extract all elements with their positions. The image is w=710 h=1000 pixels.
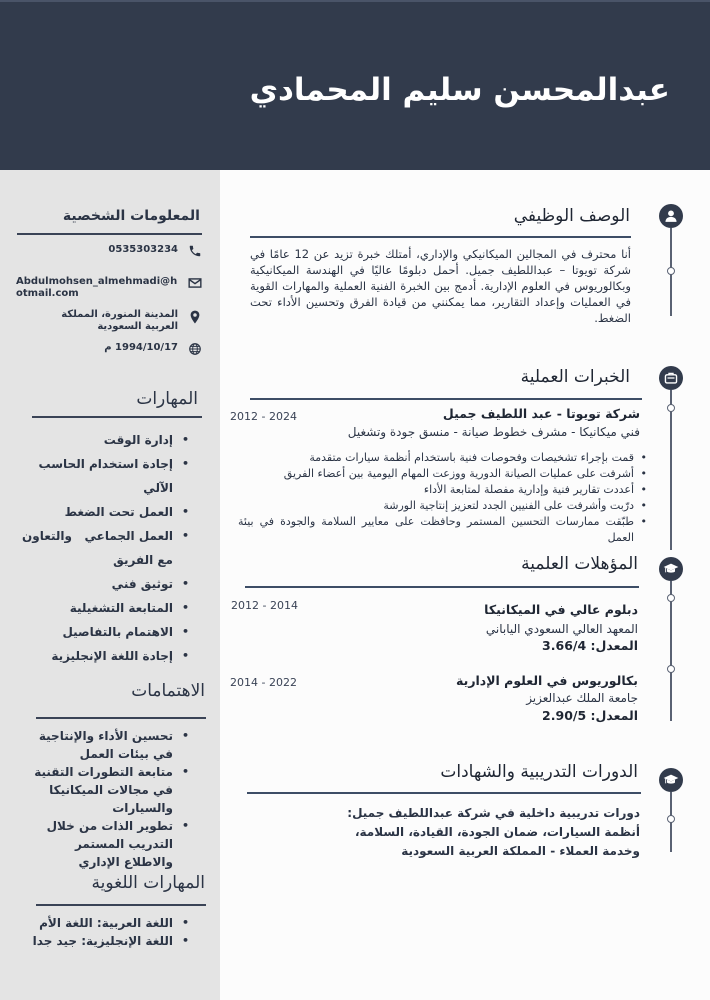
profile-title: الوصف الوظيفي: [513, 206, 630, 226]
interest-item: • متابعة التطورات التقنية في مجالات الميكانيكا والسيارات: [25, 763, 195, 817]
user-icon: [664, 209, 678, 223]
courses-text: دورات تدريبية داخلية في شركة عبداللطيف جميل: أنظمة السيارات، ضمان الجودة، القيادة، السلامة، وخدمة العملاء - المملكة العربية السعودية: [347, 806, 640, 858]
candidate-name: عبدالمحسن سليم المحمادي: [249, 72, 670, 108]
job-bullet: • طبّقت ممارسات التحسين المستمر وحافظت على معايير السلامة والجودة في بيئة العمل: [238, 514, 650, 546]
language-item: • اللغة الإنجليزية: جيد جدا: [15, 932, 195, 950]
phone-icon: [188, 244, 202, 258]
profile-divider: [250, 236, 631, 238]
skill-item: • إدارة الوقت: [5, 428, 195, 452]
skill-item: • توثيق فني: [5, 572, 195, 596]
birth-date: 1994/10/17 م: [104, 342, 178, 353]
skill-item: • العمل الجماعي والتعاون مع الفريق: [5, 524, 195, 572]
education-dates: 2014 - 2022: [230, 676, 297, 689]
mail-icon: [188, 276, 202, 290]
experience-title: الخبرات العملية: [520, 367, 630, 387]
skill-item: • إجادة استخدام الحاسب الآلي: [5, 452, 195, 500]
location-text: المدينة المنورة، المملكة العربية السعودية: [61, 309, 178, 332]
skill-item: • المتابعة التشغيلية: [5, 596, 195, 620]
contact-email: [16, 276, 202, 300]
graduation-cap-icon: [663, 561, 679, 577]
experience-badge: [659, 366, 683, 390]
contact-phone: [108, 244, 202, 258]
personal-info-divider: [17, 233, 202, 235]
contact-birthdate: [104, 342, 202, 356]
job-company: شركة تويوتا - عبد اللطيف جميل: [442, 406, 640, 421]
skills-title: المهارات: [136, 389, 198, 409]
languages-title: المهارات اللغوية: [91, 873, 205, 893]
languages-list: [15, 914, 195, 950]
interests-title: الاهتمامات: [131, 681, 205, 701]
education-school: جامعة الملك عبدالعزيز: [526, 691, 638, 705]
courses-divider: [247, 792, 641, 794]
education-school: المعهد العالي السعودي الياباني: [485, 622, 638, 636]
interests-list: [25, 727, 195, 871]
skill-item: • إجادة اللغة الإنجليزية: [5, 644, 195, 668]
education-gpa: المعدل: 2.90/5: [542, 708, 638, 723]
job-dates: 2012 - 2024: [230, 410, 297, 423]
job-bullet: • أشرفت على عمليات الصيانة الدورية ووزعت المهام اليومية بين أعضاء الفريق: [238, 466, 650, 482]
main-content: [220, 170, 710, 1000]
education-degree: دبلوم عالي في الميكانيكا: [484, 602, 638, 617]
briefcase-icon: [664, 371, 678, 385]
location-icon: [188, 309, 202, 325]
personal-info-title: المعلومات الشخصية: [62, 208, 200, 224]
job-role: فني ميكانيكا - مشرف خطوط صيانة - منسق جودة وتشغيل: [347, 425, 640, 439]
education-dates: 2012 - 2014: [231, 599, 298, 612]
timeline-dot: [667, 267, 675, 275]
email-address[interactable]: Abdulmohsen_almehmadi@hotmail.com: [16, 276, 178, 299]
contact-location: [43, 309, 202, 333]
timeline-dot: [667, 665, 675, 673]
timeline-line: [670, 581, 672, 721]
skill-item: • العمل تحت الضغط: [5, 500, 195, 524]
profile-badge: [659, 204, 683, 228]
interests-divider: [36, 717, 206, 719]
profile-text: أنا محترف في المجالين الميكانيكي والإداري، أمتلك خبرة تزيد عن 12 عامًا في شركة تويوتا – عبداللطيف جميل. أحمل دبلومًا عاليًا في الهندسة الميكانيكية وبكالوريوس في العلوم الإدارية. أدمج بين الخبرة الفنية العملية والمهارات القوية في العمليات وإعداد التقارير، مما يمكنني من قيادة الفرق وتحسين الأداء تحت الضغط.: [250, 247, 631, 325]
education-divider: [245, 586, 639, 588]
sidebar: [0, 170, 220, 1000]
education-gpa: المعدل: 3.66/4: [542, 638, 638, 653]
timeline-line: [670, 390, 672, 550]
skills-divider: [32, 416, 202, 418]
phone-number: 0535303234: [108, 244, 178, 255]
resume-header: [0, 0, 710, 170]
job-bullets: [238, 450, 650, 546]
timeline-dot: [667, 594, 675, 602]
timeline-dot: [667, 404, 675, 412]
education-badge: [659, 557, 683, 581]
globe-icon: [188, 342, 202, 356]
interest-item: • تطوير الذات من خلال التدريب المستمر والاطلاع الإداري: [25, 817, 195, 871]
skill-item: • الاهتمام بالتفاصيل: [5, 620, 195, 644]
interest-item: • تحسين الأداء والإنتاجية في بيئات العمل: [25, 727, 195, 763]
experience-divider: [250, 398, 642, 400]
skills-list: [5, 428, 195, 668]
courses-title: الدورات التدريبية والشهادات: [440, 762, 638, 782]
graduation-cap-icon: [663, 772, 679, 788]
job-bullet: • قمت بإجراء تشخيصات وفحوصات فنية باستخدام أنظمة سيارات متقدمة: [238, 450, 650, 466]
timeline-dot: [667, 815, 675, 823]
job-bullet: • درّبت وأشرفت على الفنيين الجدد لتعزيز إنتاجية الورشة: [238, 498, 650, 514]
education-title: المؤهلات العلمية: [521, 554, 638, 574]
language-item: • اللغة العربية: اللغة الأم: [15, 914, 195, 932]
job-bullet: • أعددت تقارير فنية وإدارية مفصلة لمتابعة الأداء: [238, 482, 650, 498]
languages-divider: [36, 904, 206, 906]
education-degree: بكالوريوس في العلوم الإدارية: [456, 673, 638, 688]
courses-badge: [659, 768, 683, 792]
